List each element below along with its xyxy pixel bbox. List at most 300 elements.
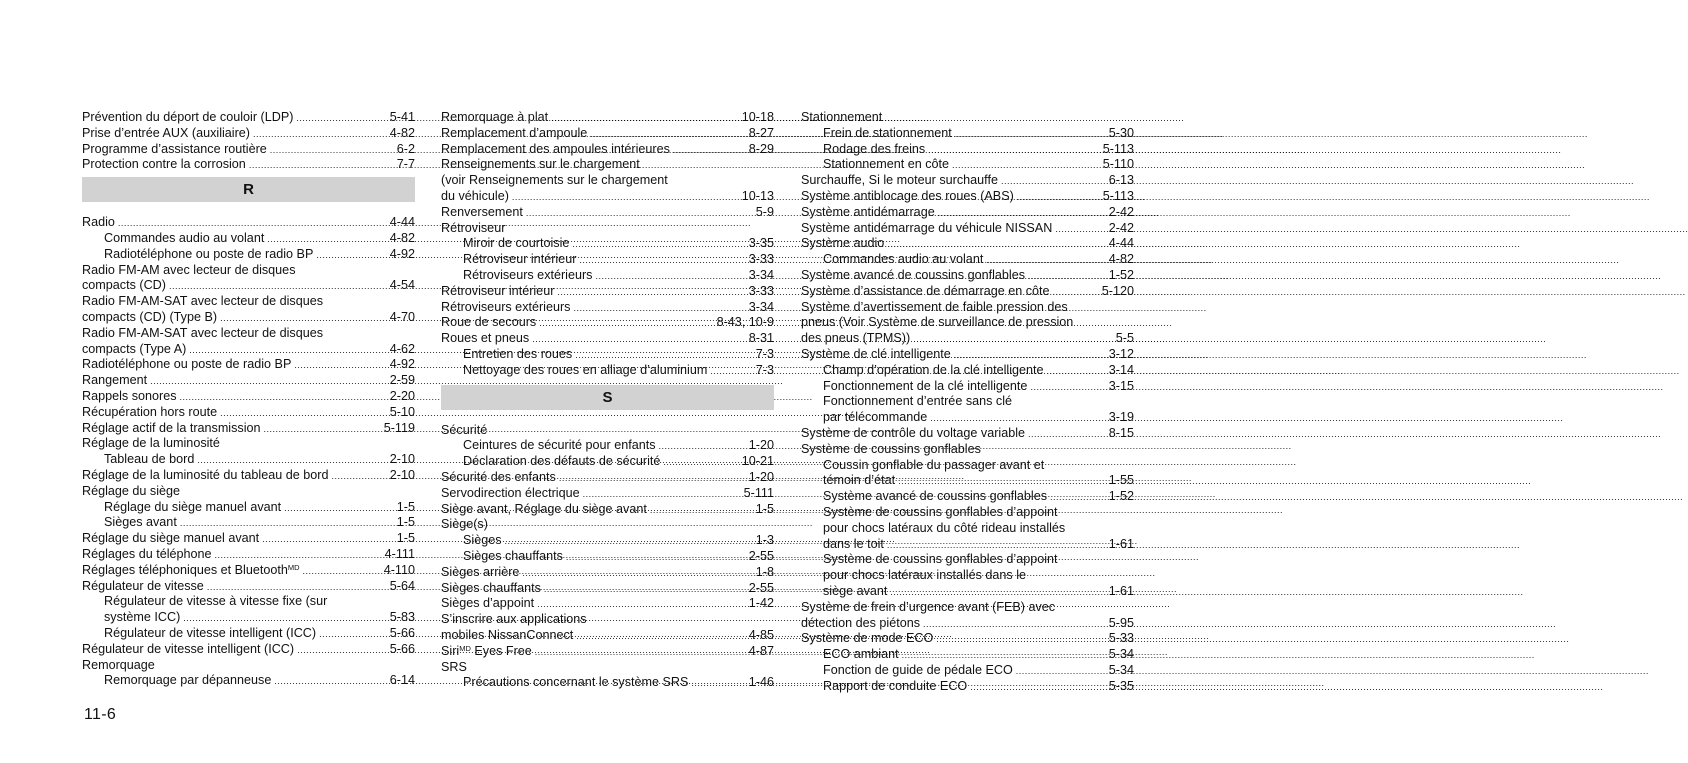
entry-term: Système antidémarrage bbox=[801, 204, 935, 219]
entry-term: Remorquage à plat bbox=[441, 110, 549, 124]
index-entry bbox=[441, 470, 774, 486]
index-subentry bbox=[801, 126, 1134, 142]
index-entry bbox=[441, 189, 774, 205]
entry-text bbox=[82, 658, 155, 674]
entry-term: Régulateur de vitesse à vitesse fixe (sur bbox=[104, 594, 328, 609]
dot-leader bbox=[650, 503, 753, 519]
index-entry bbox=[441, 565, 774, 581]
index-subentry bbox=[441, 363, 774, 379]
entry-term: Programme d’assistance routière bbox=[82, 141, 267, 156]
index-entry bbox=[82, 342, 415, 358]
page-ref: 6-13 bbox=[1108, 173, 1134, 188]
entry-term: détection des piétons bbox=[801, 615, 921, 630]
index-subentry bbox=[801, 458, 1134, 474]
dot-leader bbox=[294, 358, 386, 374]
entry-text bbox=[823, 142, 925, 158]
entry-term: Réglage du siège manuel avant bbox=[82, 531, 260, 546]
entry-text bbox=[823, 568, 1026, 584]
entry-term: pour chocs latéraux installés dans le bbox=[823, 568, 1027, 583]
entry-term: Prise d’entrée AUX (auxiliaire) bbox=[82, 125, 250, 140]
dot-leader bbox=[890, 585, 1105, 601]
index-subentry bbox=[801, 252, 1134, 268]
page-ref: 5-120 bbox=[1101, 283, 1134, 298]
entry-text bbox=[441, 517, 488, 533]
entry-term: SRS bbox=[441, 659, 467, 674]
entry-term: compacts (CD) bbox=[82, 278, 166, 293]
dot-leader bbox=[936, 632, 1105, 648]
entry-term: Rétroviseur intérieur bbox=[463, 252, 577, 267]
page-ref: 3-33 bbox=[748, 252, 774, 267]
entry-text bbox=[104, 452, 194, 468]
entry-term: ECO ambiant bbox=[823, 647, 899, 662]
page-ref: 8-15 bbox=[1108, 425, 1134, 440]
entry-term: Radio FM-AM avec lecteur de disques bbox=[82, 262, 296, 277]
entry-text bbox=[823, 473, 895, 489]
entry-term: Servodirection électrique bbox=[441, 485, 580, 500]
entry-text bbox=[82, 357, 291, 373]
dot-leader bbox=[150, 374, 387, 390]
index-subentry bbox=[801, 552, 1134, 568]
entry-term: Radiotéléphone ou poste de radio BP bbox=[104, 246, 314, 261]
index-entry bbox=[801, 173, 1134, 189]
entry-text bbox=[823, 379, 1027, 395]
entry-text bbox=[441, 189, 509, 205]
page-ref: 4-85 bbox=[748, 627, 774, 642]
entry-text bbox=[801, 236, 884, 252]
page-ref: 10-21 bbox=[741, 454, 774, 469]
dot-leader bbox=[262, 532, 394, 548]
entry-text bbox=[463, 236, 569, 252]
entry-term: Réglage de la luminosité bbox=[82, 436, 220, 451]
entry-text bbox=[82, 278, 166, 294]
entry-text bbox=[441, 142, 670, 158]
entry-term: Système d’avertissement de faible pression des bbox=[801, 299, 1068, 314]
index-entry bbox=[82, 389, 415, 405]
page-ref: 8-31 bbox=[748, 331, 774, 346]
entry-text bbox=[463, 252, 576, 268]
dot-leader bbox=[952, 158, 1100, 174]
page-ref: 1-52 bbox=[1108, 267, 1134, 282]
entry-term: Protection contre la corrosion bbox=[82, 157, 246, 172]
entry-text bbox=[801, 426, 1025, 442]
entry-text bbox=[823, 663, 1013, 679]
index-subentry bbox=[801, 157, 1134, 173]
dot-leader bbox=[505, 534, 753, 550]
entry-term-continued: Eyes Free bbox=[470, 643, 532, 658]
dot-leader bbox=[220, 406, 387, 422]
entry-text bbox=[823, 489, 1047, 505]
page-ref: 5-64 bbox=[389, 578, 415, 593]
index-entry bbox=[801, 300, 1134, 316]
entry-text bbox=[82, 142, 267, 158]
entry-term: compacts (CD) (Type B) bbox=[82, 309, 218, 324]
entry-text bbox=[801, 221, 1052, 237]
dot-leader bbox=[1030, 380, 1105, 396]
entry-term: système ICC) bbox=[104, 610, 181, 625]
entry-text bbox=[441, 486, 580, 502]
dot-leader bbox=[673, 143, 746, 159]
page-ref: 5-111 bbox=[743, 485, 774, 500]
entry-text bbox=[82, 547, 212, 563]
entry-text bbox=[82, 579, 204, 595]
entry-text bbox=[801, 631, 933, 647]
page-ref: 4-44 bbox=[1108, 236, 1134, 251]
index-subentry bbox=[801, 142, 1134, 158]
entry-term: Sièges avant bbox=[104, 515, 177, 530]
dot-leader bbox=[303, 564, 381, 580]
page-ref: 5-35 bbox=[1108, 678, 1134, 693]
page-ref: 1-55 bbox=[1108, 473, 1134, 488]
dot-leader bbox=[220, 311, 387, 327]
entry-term: par télécommande bbox=[823, 410, 928, 425]
dot-leader bbox=[535, 645, 746, 661]
entry-text bbox=[82, 342, 186, 358]
page-ref: 4-62 bbox=[389, 341, 415, 356]
index-subentry bbox=[82, 515, 415, 531]
index-entry bbox=[801, 268, 1134, 284]
index-entry bbox=[801, 600, 1134, 616]
entry-term: Réglages du téléphone bbox=[82, 546, 212, 561]
entry-term: Commandes audio au volant bbox=[823, 252, 984, 267]
entry-text bbox=[82, 563, 300, 579]
entry-text bbox=[823, 584, 887, 600]
index-entry bbox=[82, 157, 415, 173]
dot-leader bbox=[118, 216, 387, 232]
page-ref: 7-3 bbox=[755, 362, 774, 377]
index-entry bbox=[801, 442, 1134, 458]
dot-leader bbox=[197, 453, 386, 469]
entry-text bbox=[82, 263, 296, 279]
entry-text bbox=[823, 552, 1058, 568]
page-ref: 1-20 bbox=[748, 438, 774, 453]
entry-term: Rodage des freins bbox=[823, 141, 926, 156]
page-ref: 6-14 bbox=[389, 673, 415, 688]
page-ref: 4-82 bbox=[1108, 252, 1134, 267]
entry-text bbox=[104, 247, 313, 263]
index-subentry bbox=[441, 675, 774, 691]
entry-text bbox=[823, 537, 884, 553]
dot-leader bbox=[319, 627, 387, 643]
entry-term: Système antiblocage des roues (ABS) bbox=[801, 188, 1014, 203]
entry-term: S’inscrire aux applications bbox=[441, 612, 587, 627]
page-ref: 5-119 bbox=[383, 420, 415, 435]
entry-text bbox=[82, 157, 246, 173]
entry-term: Précautions concernant le système SRS bbox=[463, 675, 689, 690]
index-subentry bbox=[82, 247, 415, 263]
entry-text bbox=[441, 157, 640, 173]
page-ref: 4-92 bbox=[389, 357, 415, 372]
page-ref: 1-61 bbox=[1108, 536, 1134, 551]
index-entry bbox=[441, 502, 774, 518]
dot-leader bbox=[1053, 285, 1099, 301]
page-ref: 3-19 bbox=[1108, 410, 1134, 425]
index-entry bbox=[801, 616, 1134, 632]
entry-text bbox=[104, 594, 327, 610]
entry-superscript: MD bbox=[459, 643, 471, 653]
index-subentry bbox=[441, 533, 774, 549]
entry-text bbox=[441, 628, 573, 644]
section-header: S bbox=[441, 385, 774, 410]
index-subentry bbox=[801, 568, 1134, 584]
entry-text bbox=[441, 502, 647, 518]
entry-text bbox=[823, 394, 1012, 410]
entry-text bbox=[823, 521, 1065, 537]
entry-text bbox=[441, 612, 587, 628]
entry-term: Miroir de courtoisie bbox=[463, 236, 570, 251]
index-subentry bbox=[801, 679, 1134, 695]
dot-leader bbox=[512, 190, 739, 206]
index-subentry bbox=[441, 236, 774, 252]
page-ref: 4-70 bbox=[389, 309, 415, 324]
dot-leader bbox=[297, 643, 387, 659]
entry-text bbox=[441, 331, 529, 347]
index-subentry bbox=[801, 410, 1134, 426]
entry-text bbox=[463, 268, 592, 284]
page-ref: 2-42 bbox=[1108, 204, 1134, 219]
index-subentry bbox=[801, 584, 1134, 600]
page-ref: 2-55 bbox=[748, 580, 774, 595]
page-ref: 1-42 bbox=[748, 596, 774, 611]
entry-term: Frein de stationnement bbox=[823, 125, 952, 140]
index-entry bbox=[82, 126, 415, 142]
entry-text bbox=[441, 470, 556, 486]
index-entry bbox=[441, 284, 774, 300]
entry-text bbox=[82, 326, 323, 342]
entry-term: témoin d’état bbox=[823, 473, 896, 488]
page-ref: 1-61 bbox=[1108, 583, 1134, 598]
entry-text bbox=[463, 549, 563, 565]
entry-term: Régulateur de vitesse intelligent (ICC) bbox=[104, 625, 317, 640]
page-ref: 3-34 bbox=[748, 267, 774, 282]
page-ref: 1-5 bbox=[396, 515, 415, 530]
page-ref: 1-46 bbox=[748, 675, 774, 690]
index-subentry bbox=[82, 594, 415, 610]
dot-leader bbox=[1028, 427, 1106, 443]
page-ref: 3-14 bbox=[1108, 362, 1134, 377]
page-ref: 5-66 bbox=[389, 625, 415, 640]
entry-text bbox=[441, 110, 548, 126]
entry-text bbox=[441, 126, 587, 142]
index-entry bbox=[82, 373, 415, 389]
entry-text bbox=[801, 110, 882, 126]
entry-text bbox=[823, 410, 927, 426]
page-ref: 4-87 bbox=[748, 643, 774, 658]
index-entry bbox=[82, 436, 415, 452]
entry-text bbox=[801, 189, 1014, 205]
entry-text bbox=[441, 284, 554, 300]
dot-leader bbox=[539, 316, 713, 332]
entry-term: Renseignements sur le chargement bbox=[441, 157, 640, 172]
entry-text bbox=[82, 436, 220, 452]
index-entry bbox=[82, 579, 415, 595]
index-entry bbox=[82, 563, 415, 579]
entry-term: Système d’assistance de démarrage en côte bbox=[801, 283, 1050, 298]
dot-leader bbox=[522, 566, 752, 582]
dot-leader bbox=[559, 471, 746, 487]
entry-term: Siri bbox=[441, 643, 460, 658]
index-entry bbox=[82, 263, 415, 279]
dot-leader bbox=[264, 422, 381, 438]
index-entry bbox=[82, 405, 415, 421]
dot-leader bbox=[180, 516, 394, 532]
index-entry bbox=[82, 294, 415, 310]
dot-leader bbox=[898, 474, 1106, 490]
entry-text bbox=[82, 389, 177, 405]
entry-term: Récupération hors route bbox=[82, 404, 218, 419]
page-ref: 5-66 bbox=[389, 641, 415, 656]
entry-term: mobiles NissanConnect bbox=[441, 627, 574, 642]
index-subentry bbox=[801, 394, 1134, 410]
dot-leader bbox=[180, 390, 387, 406]
page-ref: 8-29 bbox=[748, 141, 774, 156]
index-subentry bbox=[801, 647, 1134, 663]
entry-term: Prévention du déport de couloir (LDP) bbox=[82, 110, 294, 124]
page-ref: 4-82 bbox=[389, 125, 415, 140]
entry-term: Rétroviseur intérieur bbox=[441, 283, 555, 298]
index-entry bbox=[801, 110, 1134, 126]
page-ref: 3-33 bbox=[748, 283, 774, 298]
index-entry bbox=[441, 423, 774, 439]
index-entry bbox=[82, 110, 415, 126]
entry-term: Champ d’opération de la clé intelligente bbox=[823, 362, 1044, 377]
entry-term: dans le toit bbox=[823, 536, 884, 551]
index-subentry bbox=[801, 363, 1134, 379]
index-entry bbox=[441, 126, 774, 142]
dot-leader bbox=[1055, 222, 1105, 238]
page-ref: 3-35 bbox=[748, 236, 774, 251]
entry-term: Radio FM-AM-SAT avec lecteur de disques bbox=[82, 294, 324, 309]
entry-term: Sièges d’appoint bbox=[441, 596, 535, 611]
index-entry bbox=[441, 142, 774, 158]
page-ref: 1-3 bbox=[755, 533, 774, 548]
dot-leader bbox=[544, 582, 746, 598]
page-ref: 6-2 bbox=[396, 141, 415, 156]
index-subentry bbox=[801, 505, 1134, 521]
entry-text bbox=[801, 268, 1025, 284]
dot-leader bbox=[659, 439, 746, 455]
entry-term: Siège avant, Réglage du siège avant bbox=[441, 501, 647, 516]
entry-text bbox=[463, 454, 660, 470]
entry-text bbox=[441, 221, 505, 237]
entry-term: Radiotéléphone ou poste de radio BP bbox=[82, 357, 292, 372]
entry-text bbox=[463, 438, 656, 454]
entry-text bbox=[823, 458, 1044, 474]
entry-text bbox=[441, 644, 532, 660]
entry-term: Fonction de guide de pédale ECO bbox=[823, 662, 1013, 677]
page-ref: 1-5 bbox=[396, 531, 415, 546]
index-entry bbox=[82, 421, 415, 437]
index-subentry bbox=[82, 626, 415, 642]
page-ref: 2-10 bbox=[389, 452, 415, 467]
page-ref: 5-113 bbox=[1102, 188, 1134, 203]
dot-leader bbox=[595, 269, 745, 285]
entry-term: Siège(s) bbox=[441, 517, 488, 532]
page-ref: 3-12 bbox=[1108, 346, 1134, 361]
index-entry bbox=[82, 142, 415, 158]
dot-leader bbox=[253, 127, 387, 143]
entry-text bbox=[823, 252, 983, 268]
dot-leader bbox=[590, 127, 745, 143]
entry-term: Remorquage par dépanneuse bbox=[104, 673, 272, 688]
entry-term: pneus (Voir Système de surveillance de pression bbox=[801, 315, 1074, 330]
entry-text bbox=[82, 294, 323, 310]
dot-leader bbox=[576, 629, 745, 645]
page-number: 11-6 bbox=[84, 706, 117, 723]
entry-term: Régulateur de vitesse bbox=[82, 578, 204, 593]
entry-term: Système de coussins gonflables d’appoint bbox=[823, 504, 1058, 519]
entry-term: Déclaration des défauts de sécurité bbox=[463, 454, 661, 469]
entry-term: Radio FM-AM-SAT avec lecteur de disques bbox=[82, 325, 324, 340]
index-entry bbox=[801, 315, 1134, 331]
index-entry bbox=[441, 173, 774, 189]
index-entry bbox=[441, 486, 774, 502]
dot-leader bbox=[887, 538, 1106, 554]
index-subentry bbox=[441, 268, 774, 284]
entry-term: Réglages téléphoniques et Bluetooth bbox=[82, 562, 288, 577]
entry-term: Entretien des roues bbox=[463, 346, 573, 361]
page-ref: 1-5 bbox=[396, 499, 415, 514]
entry-text bbox=[82, 468, 328, 484]
page-ref: 10-18 bbox=[741, 110, 774, 124]
index-subentry bbox=[82, 452, 415, 468]
index-subentry bbox=[801, 537, 1134, 553]
entry-term: Remplacement des ampoules intérieures bbox=[441, 141, 670, 156]
index-entry bbox=[441, 596, 774, 612]
page-ref: 5-113 bbox=[1102, 141, 1134, 156]
index-subentry bbox=[82, 673, 415, 689]
dot-leader bbox=[1047, 364, 1106, 380]
entry-text bbox=[82, 126, 250, 142]
index-entry bbox=[82, 215, 415, 231]
entry-text bbox=[463, 347, 572, 363]
entry-text bbox=[82, 531, 259, 547]
entry-term: Roue de secours bbox=[441, 315, 537, 330]
entry-term: siège avant bbox=[823, 583, 888, 598]
dot-leader bbox=[579, 253, 745, 269]
index-entry bbox=[441, 110, 774, 126]
entry-text bbox=[82, 215, 115, 231]
entry-text bbox=[82, 310, 217, 326]
entry-term: du véhicule) bbox=[441, 188, 509, 203]
index-subentry bbox=[441, 438, 774, 454]
entry-text bbox=[441, 205, 523, 221]
entry-text bbox=[82, 405, 217, 421]
entry-term: Système avancé de coussins gonflables bbox=[801, 267, 1026, 282]
index-entry bbox=[441, 581, 774, 597]
page-ref: 2-20 bbox=[389, 388, 415, 403]
dot-leader bbox=[267, 232, 386, 248]
dot-leader bbox=[583, 487, 741, 503]
page-ref: 4-44 bbox=[389, 215, 415, 230]
page-ref: 5-34 bbox=[1108, 647, 1134, 662]
page-ref: 4-54 bbox=[389, 278, 415, 293]
dot-leader bbox=[331, 469, 386, 485]
dot-leader bbox=[316, 248, 386, 264]
dot-leader bbox=[887, 237, 1105, 253]
index-entry bbox=[441, 612, 774, 628]
page-ref: 5-10 bbox=[389, 404, 415, 419]
dot-leader bbox=[663, 455, 738, 471]
entry-text bbox=[801, 616, 920, 632]
index-subentry bbox=[801, 663, 1134, 679]
entry-term: Rétroviseur bbox=[441, 220, 506, 235]
index-entry bbox=[801, 189, 1134, 205]
dot-leader bbox=[575, 348, 753, 364]
entry-text bbox=[801, 600, 1055, 616]
page-ref: 1-20 bbox=[748, 469, 774, 484]
page-ref: 2-10 bbox=[389, 467, 415, 482]
index-entry bbox=[82, 357, 415, 373]
